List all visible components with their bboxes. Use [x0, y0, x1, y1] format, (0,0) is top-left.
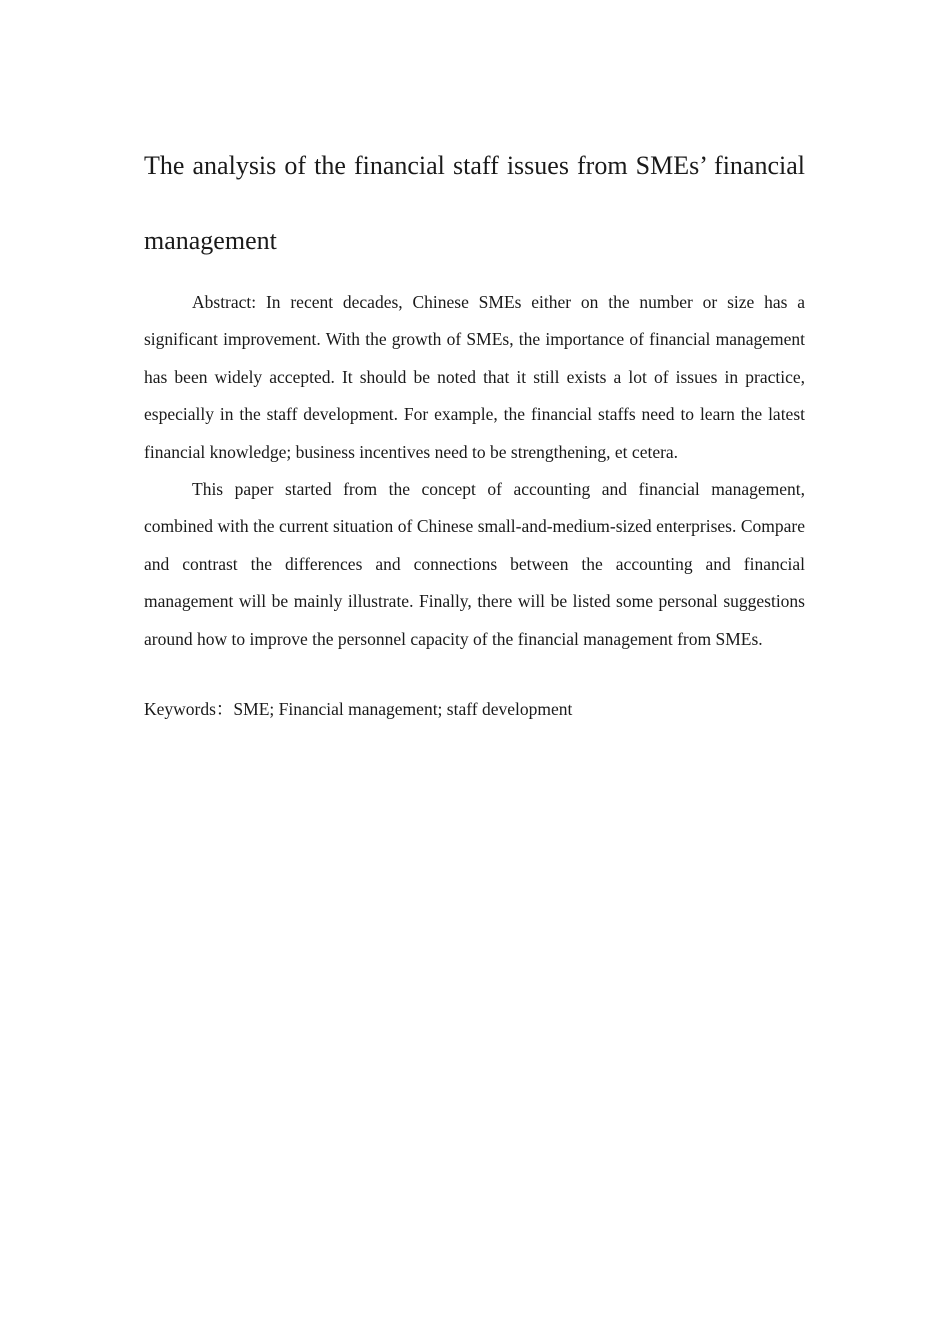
document-title: The analysis of the financial staff issues from SMEs’ financial management	[144, 151, 805, 255]
body-paragraph: This paper started from the concept of accounting and financial management, combined with the current situation of Chinese small-and-medium-sized enterprises. Compare and contrast the differences and connections between the accounting and financial management will be mainly illustrate. Finally, there will be listed some personal suggestions around how to improve the personnel capacity of the financial management from SMEs.	[144, 479, 805, 649]
abstract-paragraph: Abstract: In recent decades, Chinese SMEs either on the number or size has a significant improvement. With the growth of SMEs, the importance of financial management has been widely accepted. It should be noted that it still exists a lot of issues in practice, especially in the staff development. For example, the financial staffs need to learn the latest financial knowledge; business incentives need to be strengthening, et cetera.	[144, 292, 805, 462]
keywords-line: Keywords：SME; Financial management; staff development	[144, 699, 573, 720]
document-body	[144, 128, 805, 728]
